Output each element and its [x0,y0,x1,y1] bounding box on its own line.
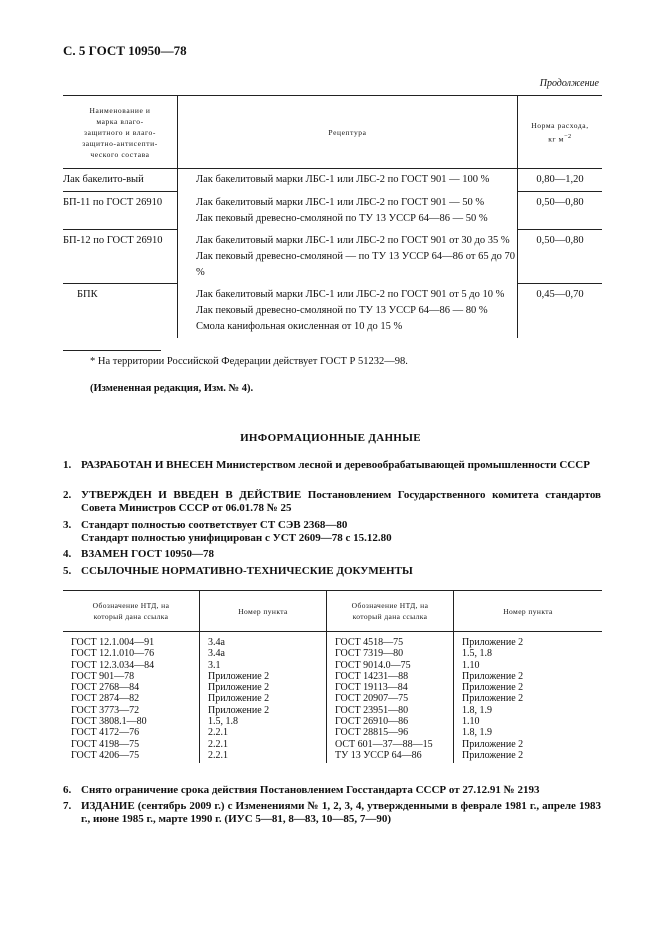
document-page: С. 5 ГОСТ 10950—78 Продолжение Наименование и марка влаго- защитного и влаго- защитно-антисепти- ческого состава Рецептура Норма расхода, кг $м^{-2}$ Лак бакелито-вый Лак бакелитовый марки ЛБС-1 или ЛБС-2 по ГОСТ 901 — 100 % 0,80—1,20 БП-11 по ГОСТ 26910 Лак бакелитовый марки ЛБС-1 или ЛБС-2 по ГОСТ 901 — 50 % Лак пековый древесно-смоляной по ТУ 13 УССР 64—86 — 50 % 0,50—0,80 БП-12 по ГОСТ 26910 Лак бакелитовый марки ЛБС-1 или ЛБС-2 по ГОСТ 901 от 30 до 35 % Лак пековый древесно-смоляной — по ТУ 13 УССР 64—86 от 65 до 70 % 0,50—0,80 БПК Лак бакелитовый марки ЛБС-1 или ЛБС-2 по ГОСТ 901 от 5 до 10 % Лак пековый древесно-смоляной по ТУ 13 УССР 64—86 — 80 % Смола канифольная окисленная от 10 до 15 % 0,45—0,70 * На территории Российской Федерации действует ГОСТ Р 51232—98. (Измененная редакция, Изм. № 4). ИНФОРМАЦИОННЫЕ ДАННЫЕ 1. РАЗРАБОТАН И ВНЕСЕН Министерством лесной и деревообрабатывающей промышленности СССР 2. УТВЕРЖДЕН И ВВЕДЕН В ДЕЙСТВИЕ Постановлением Государственного комитета стандартов Совета Министров СССР от 06.01.78 № 25 3. Стандарт полностью соответствует СТ СЭВ 2368—80 Стандарт полностью унифицирован с УСТ 2609—78 с 15.12.80 4. ВЗАМЕН ГОСТ 10950—78 5. ССЫЛОЧНЫЕ НОРМАТИВНО-ТЕХНИЧЕСКИЕ ДОКУМЕНТЫ 6. Снято ограничение срока действия Постановлением Госстандарта СССР от 27.12.91 № 2193 7. ИЗДАНИЕ (сентябрь 2009 г.) с Изменениями № 1, 2, 3, 4, утвержденными в феврале 1981 г., апреле 1983 г., июне 1985 г., марте 1990 г. (ИУС 5—81, 8—83, 10—85, 7—90) Обозначение НТД, на который дана ссылка Номер пункта Обозначение НТД, на который дана ссылка Номер пункта ГОСТ 12.1.004—91 3.4а ГОСТ 4518—75 Приложение 2 ГОСТ 12.1.010—76 3.4а ГОСТ 7319—80 1.5, 1.8 ГОСТ 12.3.034—84 3.1 ГОСТ 9014.0—75 1.10 ГОСТ 901—78 Приложение 2 ГОСТ 14231—88 Приложение 2 ГОСТ 2768—84 Приложение 2 ГОСТ 19113—84 Приложение 2 ГОСТ 2874—82 Приложение 2 ГОСТ 20907—75 Приложение 2 ГОСТ 3773—72 Приложение 2 ГОСТ 23951—80 1.8, 1.9 ГОСТ 3808.1—80 1.5, 1.8 ГОСТ 26910—86 1.10 ГОСТ 4172—76 2.2.1 ГОСТ 28815—96 1.8, 1.9 ГОСТ 4198—75 2.2.1 ОСТ 601—37—88—15 Приложение 2 ГОСТ 4206—75 2.2.1 ТУ 13 УССР 64—86 Приложение 2 [0,0,661,936]
table-row: ГОСТ 4198—75 2.2.1 ОСТ 601—37—88—15 Приложение 2 [63,739,602,750]
table-row: ГОСТ 3808.1—80 1.5, 1.8 ГОСТ 26910—86 1.10 [63,716,602,727]
page-header: С. 5 ГОСТ 10950—78 [63,43,187,58]
table-row: БП-11 по ГОСТ 26910 Лак бакелитовый марки ЛБС-1 или ЛБС-2 по ГОСТ 901 — 50 % Лак пековый древесно-смоляной по ТУ 13 УССР 64—86 — 50 % 0,50—0,80 [63,192,602,230]
composition-table [63,95,602,338]
header-name: Наименование и марка влаго- защитного и влаго- защитно-антисепти- ческого состава [63,96,178,169]
table-row: ГОСТ 2768—84 Приложение 2 ГОСТ 19113—84 Приложение 2 [63,682,602,693]
table-row: БПК Лак бакелитовый марки ЛБС-1 или ЛБС-2 по ГОСТ 901 от 5 до 10 % Лак пековый древесно-смоляной по ТУ 13 УССР 64—86 — 80 % Смола канифольная окисленная от 10 до 15 % 0,45—0,70 [63,284,602,338]
table-row: ГОСТ 2874—82 Приложение 2 ГОСТ 20907—75 Приложение 2 [63,693,602,704]
table-row: БП-12 по ГОСТ 26910 Лак бакелитовый марки ЛБС-1 или ЛБС-2 по ГОСТ 901 от 30 до 35 % Лак пековый древесно-смоляной — по ТУ 13 УССР 64—86 от 65 до 70 % 0,50—0,80 [63,230,602,284]
header-point-1: Номер пункта [200,591,327,632]
footnote-divider [63,350,161,351]
table-row: ГОСТ 12.3.034—84 3.1 ГОСТ 9014.0—75 1.10 [63,660,602,671]
header-doc-2: Обозначение НТД, на который дана ссылка [327,591,454,632]
table-row: ГОСТ 4172—76 2.2.1 ГОСТ 28815—96 1.8, 1.9 [63,727,602,738]
table-row: ГОСТ 3773—72 Приложение 2 ГОСТ 23951—80 1.8, 1.9 [63,705,602,716]
table-row: ГОСТ 901—78 Приложение 2 ГОСТ 14231—88 Приложение 2 [63,671,602,682]
footnote: * На территории Российской Федерации действует ГОСТ Р 51232—98. [90,356,408,367]
edition-note: (Измененная редакция, Изм. № 4). [90,383,254,394]
table-header-row [63,96,602,169]
table-row: ГОСТ 12.1.004—91 3.4а ГОСТ 4518—75 Приложение 2 [63,632,602,649]
header-norm: Норма расхода, кг $м^{-2}$ [518,96,603,169]
table-row: ГОСТ 12.1.010—76 3.4а ГОСТ 7319—80 1.5, 1.8 [63,648,602,659]
table-row: Лак бакелито-вый Лак бакелитовый марки ЛБС-1 или ЛБС-2 по ГОСТ 901 — 100 % 0,80—1,20 [63,169,602,192]
header-doc-1: Обозначение НТД, на который дана ссылка [63,591,200,632]
table-header-row [63,591,602,632]
continuation-label: Продолжение [539,78,599,89]
references-table [63,590,602,763]
table-row: ГОСТ 4206—75 2.2.1 ТУ 13 УССР 64—86 Приложение 2 [63,750,602,763]
header-point-2: Номер пункта [454,591,603,632]
header-recipe: Рецептура [178,96,518,169]
info-title: ИНФОРМАЦИОННЫЕ ДАННЫЕ [240,432,421,444]
